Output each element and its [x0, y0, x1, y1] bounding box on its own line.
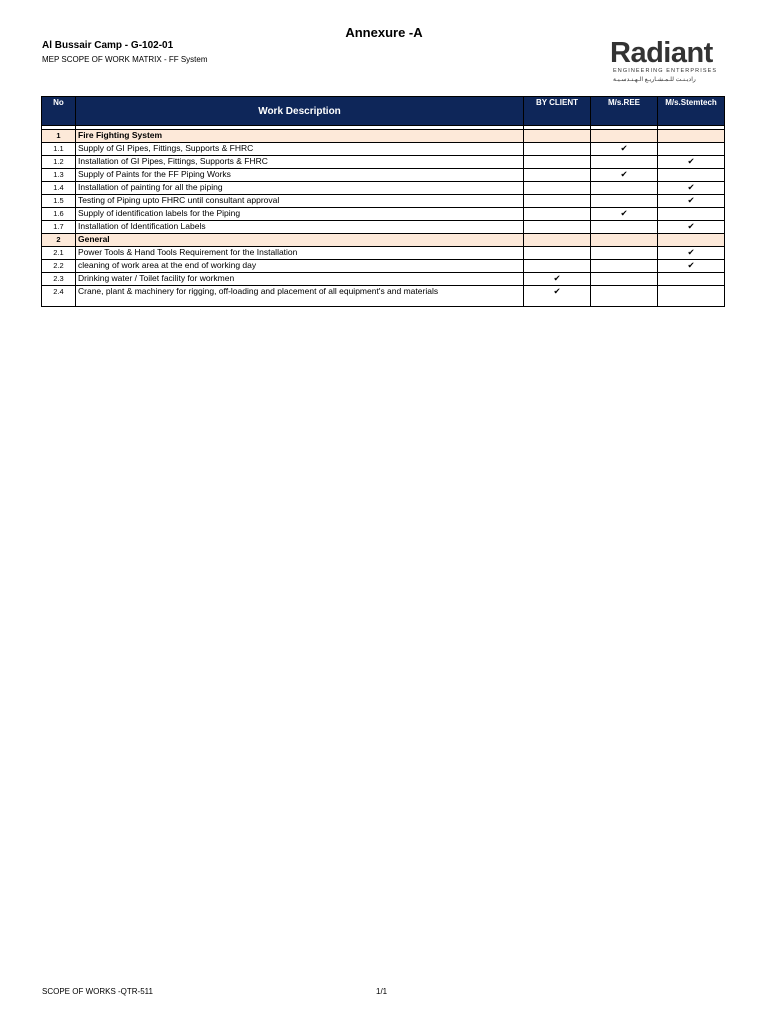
logo-arabic-text: راديـنـت للـمـشـاريـع الـهـنـدسـيـة [613, 77, 696, 83]
row-by-client-check: ✔ [524, 286, 591, 307]
scope-matrix-table [41, 96, 725, 307]
logo-subtitle: ENGINEERING ENTERPRISES [613, 68, 718, 74]
row-stemtech-check: ✔ [658, 247, 725, 260]
row-number: 2.4 [42, 286, 76, 307]
row-ree-check [591, 273, 658, 286]
table-row [42, 247, 725, 260]
row-by-client-check [524, 260, 591, 273]
row-ree-check [591, 182, 658, 195]
row-by-client-check [524, 130, 591, 143]
row-description: cleaning of work area at the end of working day [76, 260, 524, 273]
table-body [42, 126, 725, 307]
row-number: 2.2 [42, 260, 76, 273]
section-row [42, 234, 725, 247]
row-number: 1.3 [42, 169, 76, 182]
row-description: Testing of Piping upto FHRC until consultant approval [76, 195, 524, 208]
row-number: 1.4 [42, 182, 76, 195]
table-row [42, 273, 725, 286]
row-number: 1.1 [42, 143, 76, 156]
table-row [42, 286, 725, 307]
header-by-client: BY CLIENT [524, 97, 591, 126]
row-by-client-check [524, 221, 591, 234]
table-header-row [42, 97, 725, 126]
row-description: Drinking water / Toilet facility for workmen [76, 273, 524, 286]
table-row [42, 208, 725, 221]
row-by-client-check [524, 208, 591, 221]
table-row [42, 182, 725, 195]
row-description: Installation of painting for all the piping [76, 182, 524, 195]
row-description: Power Tools & Hand Tools Requirement for the Installation [76, 247, 524, 260]
row-description: Crane, plant & machinery for rigging, off-loading and placement of all equipment's and materials [76, 286, 524, 307]
row-description: Supply of GI Pipes, Fittings, Supports & FHRC [76, 143, 524, 156]
table-row [42, 169, 725, 182]
row-by-client-check [524, 169, 591, 182]
row-description: Installation of GI Pipes, Fittings, Supports & FHRC [76, 156, 524, 169]
row-stemtech-check [658, 208, 725, 221]
company-logo [610, 38, 726, 88]
header-work-description: Work Description [76, 97, 524, 126]
row-stemtech-check [658, 234, 725, 247]
row-number: 2.1 [42, 247, 76, 260]
table-row [42, 195, 725, 208]
row-description: Installation of Identification Labels [76, 221, 524, 234]
section-row [42, 130, 725, 143]
row-ree-check [591, 247, 658, 260]
header-stemtech: M/s.Stemtech [658, 97, 725, 126]
footer-document-ref: SCOPE OF WORKS -QTR-511 [42, 987, 153, 996]
row-description: Fire Fighting System [76, 130, 524, 143]
table-row [42, 156, 725, 169]
row-by-client-check [524, 195, 591, 208]
row-stemtech-check: ✔ [658, 182, 725, 195]
row-stemtech-check: ✔ [658, 156, 725, 169]
footer-page-number: 1/1 [376, 987, 388, 996]
row-by-client-check [524, 182, 591, 195]
row-ree-check [591, 221, 658, 234]
row-number: 1.2 [42, 156, 76, 169]
row-by-client-check [524, 156, 591, 169]
logo-wordmark: Radiant [610, 37, 713, 69]
row-number: 1.7 [42, 221, 76, 234]
row-stemtech-check: ✔ [658, 260, 725, 273]
table-row [42, 143, 725, 156]
row-stemtech-check [658, 286, 725, 307]
row-number: 2 [42, 234, 76, 247]
row-by-client-check [524, 234, 591, 247]
header-ree: M/s.REE [591, 97, 658, 126]
row-by-client-check: ✔ [524, 273, 591, 286]
row-description: Supply of identification labels for the Piping [76, 208, 524, 221]
row-description: General [76, 234, 524, 247]
row-number: 1.5 [42, 195, 76, 208]
row-by-client-check [524, 143, 591, 156]
table-row [42, 260, 725, 273]
row-ree-check [591, 234, 658, 247]
row-stemtech-check [658, 169, 725, 182]
document-subtitle: MEP SCOPE OF WORK MATRIX - FF System [42, 55, 208, 64]
document-title: Annexure -A [345, 25, 423, 40]
camp-name: Al Bussair Camp - G-102-01 [42, 40, 174, 51]
row-ree-check: ✔ [591, 169, 658, 182]
row-stemtech-check [658, 143, 725, 156]
row-ree-check [591, 286, 658, 307]
row-ree-check [591, 260, 658, 273]
row-ree-check: ✔ [591, 143, 658, 156]
row-stemtech-check: ✔ [658, 221, 725, 234]
row-description: Supply of Paints for the FF Piping Works [76, 169, 524, 182]
row-number: 1 [42, 130, 76, 143]
row-ree-check [591, 156, 658, 169]
row-stemtech-check [658, 273, 725, 286]
table-row [42, 221, 725, 234]
row-number: 1.6 [42, 208, 76, 221]
row-ree-check: ✔ [591, 208, 658, 221]
header-no: No [42, 97, 76, 126]
row-stemtech-check: ✔ [658, 195, 725, 208]
row-ree-check [591, 130, 658, 143]
row-stemtech-check [658, 130, 725, 143]
row-by-client-check [524, 247, 591, 260]
row-ree-check [591, 195, 658, 208]
row-number: 2.3 [42, 273, 76, 286]
